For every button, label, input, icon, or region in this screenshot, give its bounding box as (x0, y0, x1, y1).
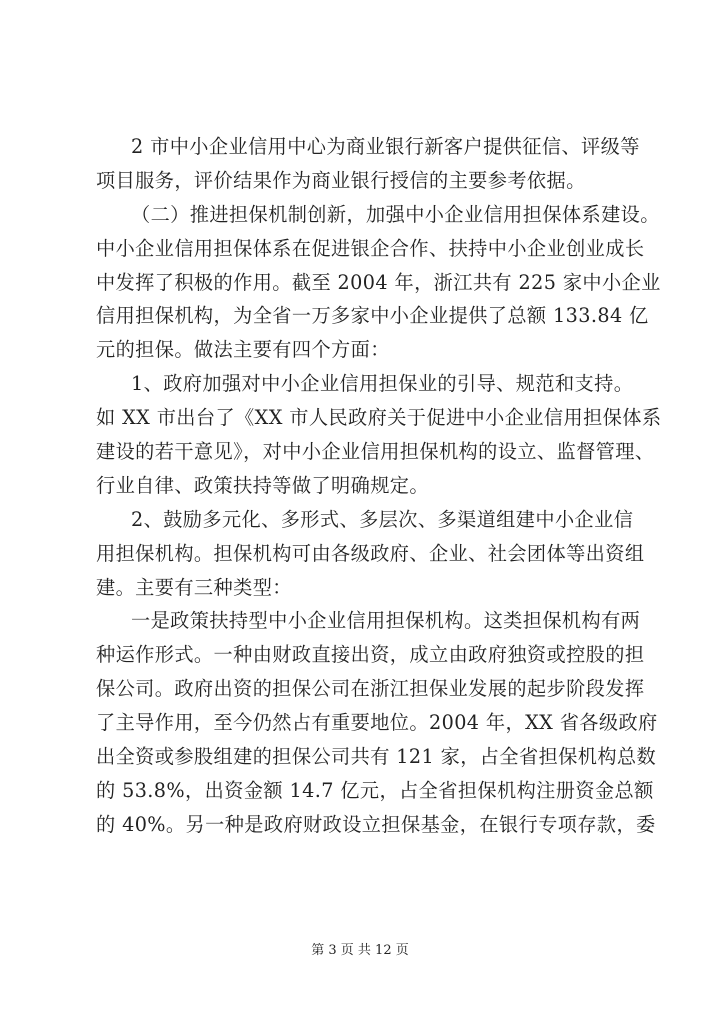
text-line: 信用担保机构，为全省一万多家中小企业提供了总额 133.84 亿 (96, 304, 649, 328)
text-line: 的 53.8%，出资金额 14.7 亿元，占全省担保机构注册资金总额 (96, 778, 654, 802)
text-line: 用担保机构。担保机构可由各级政府、企业、社会团体等出资组 (96, 541, 645, 565)
text-line: 建。主要有三种类型： (96, 575, 292, 599)
text-line: 项目服务，评价结果作为商业银行授信的主要参考依据。 (96, 168, 586, 192)
page-number-footer: 第 3 页 共 12 页 (311, 943, 409, 958)
text-line: （二）推进担保机制创新，加强中小企业信用担保体系建设。 (131, 202, 660, 226)
text-line: 的 40%。另一种是政府财政设立担保基金，在银行专项存款，委 (96, 812, 656, 836)
text-line: 一是政策扶持型中小企业信用担保机构。这类担保机构有两 (131, 609, 641, 633)
text-line: 元的担保。做法主要有四个方面： (96, 338, 390, 362)
text-line: 建设的若干意见》，对中小企业信用担保机构的设立、监督管理、 (96, 440, 655, 464)
text-line: 了主导作用，至今仍然占有重要地位。2004 年，XX 省各级政府 (96, 711, 658, 735)
text-line: 2、鼓励多元化、多形式、多层次、多渠道组建中小企业信 (131, 507, 634, 531)
text-line: 2 市中小企业信用中心为商业银行新客户提供征信、评级等 (131, 135, 640, 158)
text-line: 种运作形式。一种由财政直接出资，成立由政府独资或控股的担 (96, 643, 645, 667)
text-line: 如 XX 市出台了《XX 市人民政府关于促进中小企业信用担保体系 (96, 406, 662, 430)
text-line: 中发挥了积极的作用。截至 2004 年，浙江共有 225 家中小企业 (96, 270, 661, 294)
text-line: 中小企业信用担保体系在促进银企合作、扶持中小企业创业成长 (96, 236, 645, 260)
text-line: 行业自律、政策扶持等做了明确规定。 (96, 473, 429, 497)
text-line: 保公司。政府出资的担保公司在浙江担保业发展的起步阶段发挥 (96, 677, 645, 701)
text-line: 1、政府加强对中小企业信用担保业的引导、规范和支持。 (131, 372, 634, 396)
text-line: 出全资或参股组建的担保公司共有 121 家，占全省担保机构总数 (96, 745, 657, 769)
document-body (96, 130, 662, 842)
